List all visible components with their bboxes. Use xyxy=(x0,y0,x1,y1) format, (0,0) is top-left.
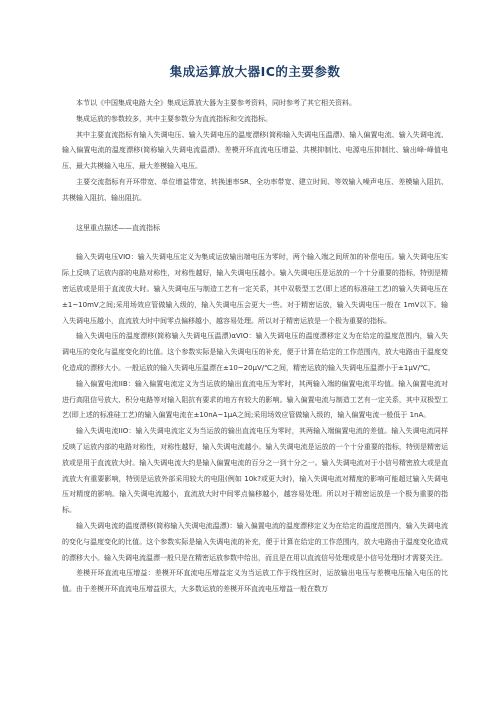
paragraph-iio-drift: 输入失调电流的温度漂移(简称输入失调电流温漂)：输入偏置电流的温度漂移定义为在给定的温度范围内，输入失调电流的变化与温度变化的比值。这个参数实际是输入失调电流的补充，便于计算在给定的工作范围内，放大电路由于温度变化造成的漂移大小。输入失调电流温漂一般只是在精密运放参数中给出，而且是在用以直流信号处理或是小信号处理时才需要关注。 xyxy=(62,521,448,562)
paragraph-ac-params: 主要交流指标有开环带宽、单位增益带宽、转换速率SR、全功率带宽、建立时间、等效输入噪声电压、差模输入阻抗、共模输入阻抗、输出阻抗。 xyxy=(62,177,448,202)
paragraph-vio: 输入失调电压VIO：输入失调电压定义为集成运放输出端电压为零时，两个输入端之间所加的补偿电压。输入失调电压实际上反映了运放内部的电路对称性，对称性越好，输入失调电压越小。输入失调电压是运放的一个十分重要的指标，特别是精密运放或是用于直流放大时。输入失调电压与制造工艺有一定关系，其中双极型工艺(即上述的标准硅工艺)的输入失调电压在±1~10mV之间;采用场效应管做输入级的，输入失调电压会更大一些。对于精密运放，输入失调电压一般在 1mV以下。输入失调电压越小，直流放大时中间零点偏移越小，越容易处理。所以对于精密运放是一个极为重要的指标。 xyxy=(62,253,448,325)
paragraph-intro: 本节以《中国集成电路大全》集成运算放大器为主要参考资料，同时参考了其它相关资料。 xyxy=(76,99,356,107)
paragraph-vio-drift: 输入失调电压的温度漂移(简称输入失调电压温漂)αVIO：输入失调电压的温度漂移定义为在给定的温度范围内，输入失调电压的变化与温度变化的比值。这个参数实际是输入失调电压的补充，便于计算在给定的工作范围内，放大电路由于温度变化造成的漂移大小。一般运放的输入失调电压温漂在±10~20μV/℃之间，精密运放的输入失调电压温漂小于±1μV/℃。 xyxy=(62,332,448,372)
section-heading-dc: 这里重点描述——直流指标 xyxy=(76,223,160,232)
document-title: 集成运算放大器IC的主要参数 xyxy=(169,64,341,79)
paragraph-param-overview: 集成运放的参数较多，其中主要参数分为直流指标和交流指标。 xyxy=(76,114,272,123)
spacer xyxy=(62,207,448,221)
paragraph-iio: 输入失调电流IIO：输入失调电流定义为当运放的输出直流电压为零时，其两输入端偏置电流的差值。输入失调电流同样反映了运放内部的电路对称性，对称性越好，输入失调电流越小。输入失调电流是运放的一个十分重要的指标，特别是精密运放或是用于直流放大时。输入失调电流大约是输入偏置电流的百分之一到十分之一。输入失调电流对于小信号精密放大或是直流放大有重要影响，特别是运放外部采用较大的电阻(例如 10k?或更大时)，输入失调电流对精度的影响可能超过输入失调电压对精度的影响。输入失调电流越小，直流放大时中间零点偏移越小，越容易处理。所以对于精密运放是一个极为重要的指标。 xyxy=(62,427,448,515)
paragraph-iib: 输入偏置电流IIB：输入偏置电流定义为当运放的输出直流电压为零时，其两输入端的偏置电流平均值。输入偏置电流对进行高阻信号放大、积分电路等对输入阻抗有要求的地方有较大的影响。输入偏置电流与制造工艺有一定关系，其中双极型工艺(即上述的标准硅工艺)的输入偏置电流在±10nA~1μA之间;采用场效应管做输入级的，输入偏置电流一般低于 1nA。 xyxy=(62,379,448,420)
paragraph-open-loop-gain: 差模开环直流电压增益：差模开环直流电压增益定义为当运放工作于线性区时，运放输出电压与差模电压输入电压的比值。由于差模开环直流电压增益很大，大多数运放的差模开环直流电压增益一般在数万 xyxy=(62,569,448,594)
paragraph-dc-params: 其中主要直流指标有输入失调电压、输入失调电压的温度漂移(简称输入失调电压温漂)、输入偏置电流、输入失调电流、输入偏置电流的温度漂移(简称输入失调电流温漂)、差模开环直流电压增益、共模抑制比、电源电压抑制比、输出峰-峰值电压、最大共模输入电压、最大差模输入电压。 xyxy=(62,130,448,171)
spacer xyxy=(62,236,448,250)
